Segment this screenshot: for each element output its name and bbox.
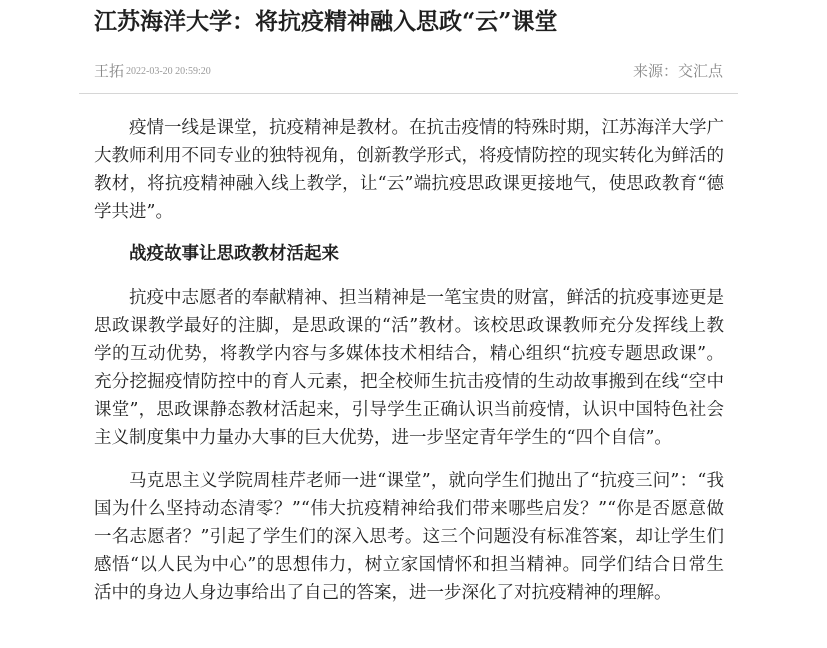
article-source: 来源：交汇点	[632, 62, 723, 80]
publish-datetime: 2022-03-20 20:59:20	[126, 66, 211, 77]
article-body	[94, 114, 724, 607]
article-meta	[94, 60, 723, 82]
paragraph-intro: 疫情一线是课堂，抗疫精神是教材。在抗击疫情的特殊时期，江苏海洋大学广大教师利用不同专业的独特视角，创新教学形式，将疫情防控的现实转化为鲜活的教材，将抗疫精神融入线上教学，让“云”端抗疫思政课更接地气，使思政教育“德学共进”。	[94, 118, 724, 222]
section-subheading: 战疫故事让思政教材活起来	[129, 244, 339, 264]
article-title: 江苏海洋大学：将抗疫精神融入思政“云”课堂	[94, 8, 558, 35]
author-name[interactable]: 王拓	[94, 62, 125, 80]
paragraph-body: 抗疫中志愿者的奉献精神、担当精神是一笔宝贵的财富，鲜活的抗疫事迹更是思政课教学最好的注脚，是思政课的“活”教材。该校思政课教师充分发挥线上教学的互动优势，将教学内容与多媒体技术相结合，精心组织“抗疫专题思政课”。充分挖掘疫情防控中的育人元素，把全校师生抗击疫情的生动故事搬到在线“空中课堂”，思政课静态教材活起来，引导学生正确认识当前疫情，认识中国特色社会主义制度集中力量办大事的巨大优势，进一步坚定青年学生的“四个自信”。	[94, 288, 724, 448]
header-divider	[79, 93, 738, 94]
paragraph-body: 马克思主义学院周桂芹老师一进“课堂”，就向学生们抛出了“抗疫三问”：“我国为什么坚持动态清零？”“伟大抗疫精神给我们带来哪些启发？”“你是否愿意做一名志愿者？”引起了学生们的深入思考。这三个问题没有标准答案，却让学生们感悟“以人民为中心”的思想伟力，树立家国情怀和担当精神。同学们结合日常生活中的身边人身边事给出了自己的答案，进一步深化了对抗疫精神的理解。	[94, 471, 724, 603]
